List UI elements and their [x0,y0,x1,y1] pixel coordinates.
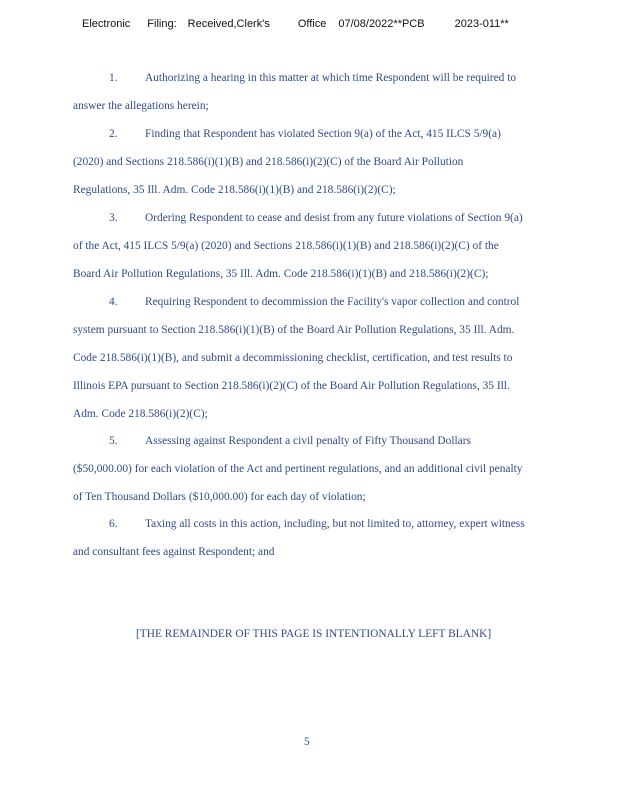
paragraph-line: Board Air Pollution Regulations, 35 Ill. Adm. Code 218.586(i)(1)(B) and 218.586(i)(2)(C); [73,268,489,280]
header-filing: Filing: [147,18,177,30]
header-case-number: 2023-011** [454,18,509,30]
paragraph-number: 3. [109,212,118,224]
paragraph-line: Regulations, 35 Ill. Adm. Code 218.586(i)(1)(B) and 218.586(i)(2)(C); [73,184,396,196]
header-office: Office [297,18,327,30]
paragraph-line: and consultant fees against Respondent; and [73,546,275,558]
header-date: 07/08/2022**PCB [338,18,425,30]
paragraph-line: Authorizing a hearing in this matter at which time Respondent will be required to [145,72,517,84]
paragraph-line: Finding that Respondent has violated Section 9(a) of the Act, 415 ILCS 5/9(a) [145,128,501,140]
paragraph-line: Assessing against Respondent a civil penalty of Fifty Thousand Dollars [145,435,471,447]
filing-stamp-header [82,18,509,30]
intentionally-blank-notice: [THE REMAINDER OF THIS PAGE IS INTENTIONALLY LEFT BLANK] [136,628,492,640]
paragraph-line: Ordering Respondent to cease and desist from any future violations of Section 9(a) [145,212,523,224]
paragraph-line: ($50,000.00) for each violation of the Act and pertinent regulations, and an additional civil penalty [73,463,523,475]
paragraph-line: system pursuant to Section 218.586(i)(1)(B) of the Board Air Pollution Regulations, 35 Ill. Adm. [73,324,515,336]
paragraph-line: Code 218.586(i)(1)(B), and submit a decommissioning checklist, certification, and test results to [73,352,513,364]
paragraph-line: answer the allegations herein; [73,100,209,112]
paragraph-line: of Ten Thousand Dollars ($10,000.00) for each day of violation; [73,491,366,503]
paragraph-number: 4. [109,296,118,308]
paragraph-number: 6. [109,518,118,530]
header-electronic: Electronic [82,18,131,30]
paragraph-number: 2. [109,128,118,140]
paragraph-line: (2020) and Sections 218.586(i)(1)(B) and 218.586(i)(2)(C) of the Board Air Pollution [73,156,464,168]
paragraph-number: 1. [109,72,118,84]
paragraph-line: Adm. Code 218.586(i)(2)(C); [73,408,208,420]
paragraph-line: of the Act, 415 ILCS 5/9(a) (2020) and Sections 218.586(i)(1)(B) and 218.586(i)(2)(C) of the [73,240,499,252]
paragraph-line: Requiring Respondent to decommission the Facility's vapor collection and control [145,296,520,308]
paragraph-line: Illinois EPA pursuant to Section 218.586(i)(2)(C) of the Board Air Pollution Regulations, 35 Ill. [73,380,510,392]
paragraph-line: Taxing all costs in this action, including, but not limited to, attorney, expert witness [145,518,525,530]
paragraph-number: 5. [109,435,118,447]
page-number: 5 [304,736,310,748]
header-received: Received,Clerk's [187,18,270,30]
